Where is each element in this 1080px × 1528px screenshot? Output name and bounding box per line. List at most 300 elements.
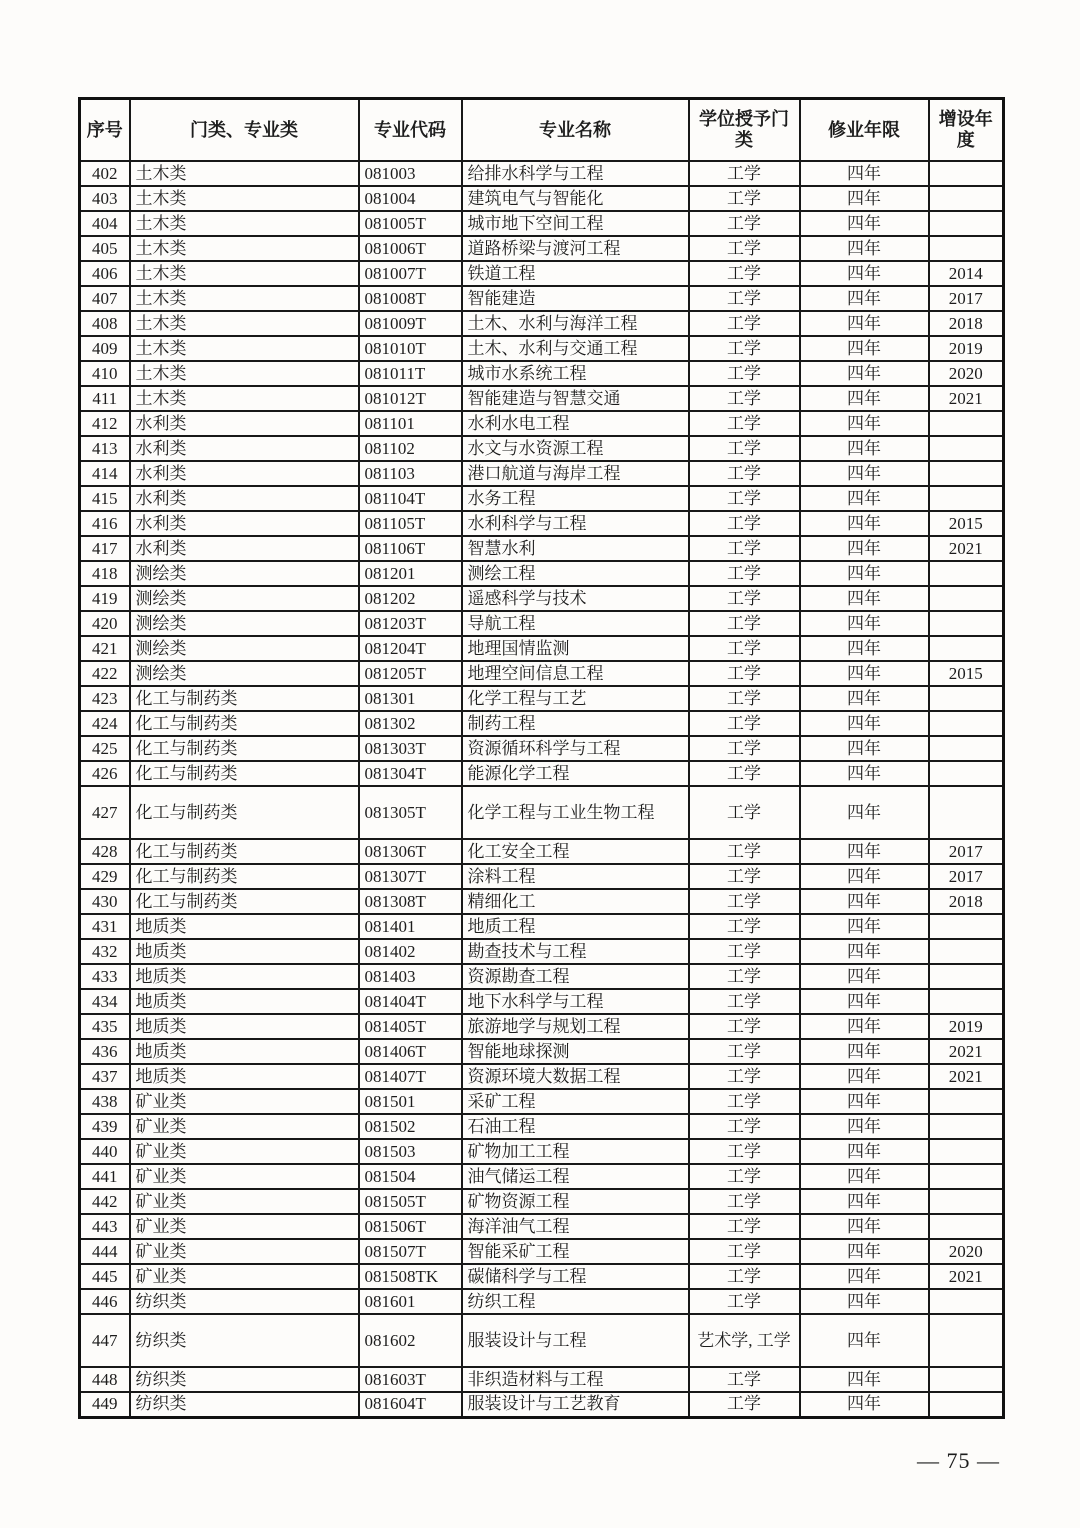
- cell-code: 081602: [359, 1314, 462, 1367]
- cell-category: 矿业类: [130, 1214, 359, 1239]
- cell-index: 443: [80, 1214, 130, 1239]
- cell-category: 水利类: [130, 461, 359, 486]
- cell-index: 406: [80, 261, 130, 286]
- cell-code: 081404T: [359, 989, 462, 1014]
- table-row: [80, 261, 1004, 286]
- cell-index: 415: [80, 486, 130, 511]
- table-row: [80, 536, 1004, 561]
- cell-code: 081105T: [359, 511, 462, 536]
- cell-degree: 工学: [689, 736, 800, 761]
- cell-index: 413: [80, 436, 130, 461]
- cell-degree: 工学: [689, 161, 800, 186]
- cell-year-added: 2021: [929, 1264, 1004, 1289]
- cell-name: 勘查技术与工程: [462, 939, 689, 964]
- cell-duration: 四年: [800, 864, 929, 889]
- cell-category: 化工与制药类: [130, 686, 359, 711]
- cell-year-added: [929, 736, 1004, 761]
- cell-name: 精细化工: [462, 889, 689, 914]
- cell-year-added: [929, 1139, 1004, 1164]
- cell-index: 411: [80, 386, 130, 411]
- cell-duration: 四年: [800, 1264, 929, 1289]
- cell-category: 土木类: [130, 161, 359, 186]
- cell-duration: 四年: [800, 989, 929, 1014]
- cell-code: 081507T: [359, 1239, 462, 1264]
- cell-code: 081008T: [359, 286, 462, 311]
- cell-year-added: 2018: [929, 889, 1004, 914]
- table-row: [80, 636, 1004, 661]
- cell-duration: 四年: [800, 761, 929, 786]
- cell-category: 矿业类: [130, 1164, 359, 1189]
- cell-degree: 工学: [689, 261, 800, 286]
- cell-name: 服装设计与工艺教育: [462, 1392, 689, 1417]
- header-duration: 修业年限: [800, 99, 929, 162]
- table-row: [80, 1039, 1004, 1064]
- cell-degree: 工学: [689, 1164, 800, 1189]
- table-row: [80, 1139, 1004, 1164]
- cell-code: 081604T: [359, 1392, 462, 1417]
- cell-name: 遥感科学与技术: [462, 586, 689, 611]
- cell-category: 地质类: [130, 989, 359, 1014]
- cell-year-added: [929, 161, 1004, 186]
- cell-name: 智慧水利: [462, 536, 689, 561]
- cell-code: 081307T: [359, 864, 462, 889]
- cell-category: 地质类: [130, 914, 359, 939]
- cell-degree: 工学: [689, 486, 800, 511]
- cell-category: 化工与制药类: [130, 786, 359, 839]
- cell-degree: 工学: [689, 1367, 800, 1392]
- cell-year-added: [929, 561, 1004, 586]
- table-row: [80, 236, 1004, 261]
- table-row: [80, 889, 1004, 914]
- cell-code: 081405T: [359, 1014, 462, 1039]
- cell-degree: 工学: [689, 1089, 800, 1114]
- cell-degree: 工学: [689, 1214, 800, 1239]
- cell-category: 矿业类: [130, 1139, 359, 1164]
- cell-index: 448: [80, 1367, 130, 1392]
- cell-duration: 四年: [800, 436, 929, 461]
- table-row: [80, 336, 1004, 361]
- cell-name: 涂料工程: [462, 864, 689, 889]
- cell-duration: 四年: [800, 286, 929, 311]
- cell-duration: 四年: [800, 536, 929, 561]
- cell-name: 导航工程: [462, 611, 689, 636]
- cell-category: 土木类: [130, 211, 359, 236]
- cell-category: 纺织类: [130, 1367, 359, 1392]
- cell-duration: 四年: [800, 336, 929, 361]
- cell-code: 081007T: [359, 261, 462, 286]
- table-row: [80, 839, 1004, 864]
- cell-year-added: [929, 1367, 1004, 1392]
- cell-degree: 工学: [689, 761, 800, 786]
- cell-year-added: [929, 1214, 1004, 1239]
- cell-category: 土木类: [130, 286, 359, 311]
- cell-code: 081403: [359, 964, 462, 989]
- cell-duration: 四年: [800, 1114, 929, 1139]
- table-row: [80, 1089, 1004, 1114]
- cell-code: 081009T: [359, 311, 462, 336]
- cell-code: 081202: [359, 586, 462, 611]
- cell-year-added: [929, 461, 1004, 486]
- cell-category: 矿业类: [130, 1239, 359, 1264]
- cell-code: 081104T: [359, 486, 462, 511]
- cell-code: 081302: [359, 711, 462, 736]
- cell-degree: 工学: [689, 839, 800, 864]
- cell-index: 405: [80, 236, 130, 261]
- cell-index: 429: [80, 864, 130, 889]
- cell-year-added: 2015: [929, 511, 1004, 536]
- cell-index: 418: [80, 561, 130, 586]
- cell-code: 081004: [359, 186, 462, 211]
- cell-year-added: 2020: [929, 361, 1004, 386]
- cell-code: 081101: [359, 411, 462, 436]
- cell-code: 081201: [359, 561, 462, 586]
- cell-code: 081304T: [359, 761, 462, 786]
- cell-category: 矿业类: [130, 1089, 359, 1114]
- table-row: [80, 864, 1004, 889]
- cell-degree: 工学: [689, 336, 800, 361]
- cell-degree: 工学: [689, 1139, 800, 1164]
- cell-degree: 工学: [689, 1014, 800, 1039]
- cell-index: 425: [80, 736, 130, 761]
- table-row: [80, 914, 1004, 939]
- cell-year-added: [929, 411, 1004, 436]
- table-row: [80, 939, 1004, 964]
- cell-degree: 工学: [689, 786, 800, 839]
- cell-code: 081301: [359, 686, 462, 711]
- cell-year-added: [929, 711, 1004, 736]
- cell-index: 421: [80, 636, 130, 661]
- cell-duration: 四年: [800, 261, 929, 286]
- table-row: [80, 586, 1004, 611]
- cell-name: 地下水科学与工程: [462, 989, 689, 1014]
- cell-degree: 工学: [689, 864, 800, 889]
- table-row: [80, 1189, 1004, 1214]
- cell-name: 旅游地学与规划工程: [462, 1014, 689, 1039]
- cell-index: 424: [80, 711, 130, 736]
- cell-index: 445: [80, 1264, 130, 1289]
- cell-category: 地质类: [130, 1039, 359, 1064]
- cell-duration: 四年: [800, 939, 929, 964]
- cell-name: 智能建造: [462, 286, 689, 311]
- cell-duration: 四年: [800, 1164, 929, 1189]
- cell-index: 417: [80, 536, 130, 561]
- cell-year-added: [929, 914, 1004, 939]
- table-row: [80, 286, 1004, 311]
- cell-duration: 四年: [800, 411, 929, 436]
- cell-category: 水利类: [130, 486, 359, 511]
- cell-index: 403: [80, 186, 130, 211]
- cell-name: 给排水科学与工程: [462, 161, 689, 186]
- cell-degree: 工学: [689, 1264, 800, 1289]
- cell-duration: 四年: [800, 561, 929, 586]
- cell-name: 制药工程: [462, 711, 689, 736]
- cell-year-added: [929, 686, 1004, 711]
- table-row: [80, 1014, 1004, 1039]
- cell-name: 采矿工程: [462, 1089, 689, 1114]
- cell-code: 081401: [359, 914, 462, 939]
- cell-code: 081505T: [359, 1189, 462, 1214]
- cell-year-added: [929, 636, 1004, 661]
- cell-year-added: [929, 1114, 1004, 1139]
- cell-name: 纺织工程: [462, 1289, 689, 1314]
- cell-duration: 四年: [800, 1064, 929, 1089]
- cell-duration: 四年: [800, 636, 929, 661]
- cell-index: 422: [80, 661, 130, 686]
- cell-duration: 四年: [800, 1214, 929, 1239]
- header-index: 序号: [80, 99, 130, 162]
- cell-name: 铁道工程: [462, 261, 689, 286]
- table-row: [80, 311, 1004, 336]
- cell-degree: 工学: [689, 361, 800, 386]
- cell-category: 化工与制药类: [130, 864, 359, 889]
- cell-name: 智能建造与智慧交通: [462, 386, 689, 411]
- cell-degree: 工学: [689, 1189, 800, 1214]
- table-row: [80, 436, 1004, 461]
- cell-code: 081102: [359, 436, 462, 461]
- cell-year-added: [929, 989, 1004, 1014]
- cell-code: 081502: [359, 1114, 462, 1139]
- table-row: [80, 361, 1004, 386]
- cell-category: 化工与制药类: [130, 761, 359, 786]
- table-row: [80, 411, 1004, 436]
- cell-degree: 工学: [689, 411, 800, 436]
- cell-duration: 四年: [800, 161, 929, 186]
- cell-code: 081306T: [359, 839, 462, 864]
- cell-index: 447: [80, 1314, 130, 1367]
- cell-index: 407: [80, 286, 130, 311]
- cell-code: 081508TK: [359, 1264, 462, 1289]
- cell-degree: 工学: [689, 611, 800, 636]
- cell-degree: 工学: [689, 914, 800, 939]
- cell-name: 水文与水资源工程: [462, 436, 689, 461]
- cell-duration: 四年: [800, 786, 929, 839]
- table-row: [80, 1064, 1004, 1089]
- cell-index: 436: [80, 1039, 130, 1064]
- cell-degree: 工学: [689, 236, 800, 261]
- cell-name: 测绘工程: [462, 561, 689, 586]
- cell-category: 土木类: [130, 261, 359, 286]
- cell-year-added: [929, 211, 1004, 236]
- cell-year-added: 2017: [929, 286, 1004, 311]
- cell-duration: 四年: [800, 686, 929, 711]
- cell-degree: 工学: [689, 939, 800, 964]
- cell-code: 081006T: [359, 236, 462, 261]
- cell-index: 431: [80, 914, 130, 939]
- cell-code: 081103: [359, 461, 462, 486]
- cell-duration: 四年: [800, 1139, 929, 1164]
- cell-category: 化工与制药类: [130, 736, 359, 761]
- cell-code: 081601: [359, 1289, 462, 1314]
- cell-name: 资源勘查工程: [462, 964, 689, 989]
- cell-duration: 四年: [800, 1039, 929, 1064]
- cell-code: 081406T: [359, 1039, 462, 1064]
- table-row: [80, 686, 1004, 711]
- cell-code: 081501: [359, 1089, 462, 1114]
- cell-name: 地理国情监测: [462, 636, 689, 661]
- table-row: [80, 511, 1004, 536]
- cell-year-added: [929, 1289, 1004, 1314]
- header-name: 专业名称: [462, 99, 689, 162]
- cell-category: 土木类: [130, 236, 359, 261]
- cell-name: 化学工程与工艺: [462, 686, 689, 711]
- cell-index: 427: [80, 786, 130, 839]
- cell-year-added: 2017: [929, 864, 1004, 889]
- cell-name: 水务工程: [462, 486, 689, 511]
- cell-name: 海洋油气工程: [462, 1214, 689, 1239]
- cell-code: 081305T: [359, 786, 462, 839]
- cell-category: 地质类: [130, 1064, 359, 1089]
- cell-duration: 四年: [800, 736, 929, 761]
- header-year-added: 增设年度: [929, 99, 1004, 162]
- cell-year-added: 2017: [929, 839, 1004, 864]
- table-row: [80, 1367, 1004, 1392]
- cell-code: 081308T: [359, 889, 462, 914]
- cell-year-added: [929, 236, 1004, 261]
- cell-code: 081203T: [359, 611, 462, 636]
- cell-year-added: [929, 1189, 1004, 1214]
- table-row: [80, 1314, 1004, 1367]
- cell-category: 水利类: [130, 536, 359, 561]
- cell-degree: 工学: [689, 964, 800, 989]
- cell-index: 442: [80, 1189, 130, 1214]
- cell-name: 资源环境大数据工程: [462, 1064, 689, 1089]
- cell-index: 444: [80, 1239, 130, 1264]
- table-header: [80, 99, 1004, 162]
- table-row: [80, 211, 1004, 236]
- cell-code: 081010T: [359, 336, 462, 361]
- cell-name: 水利科学与工程: [462, 511, 689, 536]
- cell-name: 土木、水利与海洋工程: [462, 311, 689, 336]
- table-row: [80, 964, 1004, 989]
- cell-duration: 四年: [800, 186, 929, 211]
- cell-degree: 工学: [689, 386, 800, 411]
- cell-category: 测绘类: [130, 611, 359, 636]
- cell-degree: 艺术学, 工学: [689, 1314, 800, 1367]
- cell-category: 土木类: [130, 336, 359, 361]
- cell-category: 土木类: [130, 311, 359, 336]
- table-row: [80, 186, 1004, 211]
- cell-degree: 工学: [689, 1039, 800, 1064]
- cell-degree: 工学: [689, 536, 800, 561]
- cell-year-added: [929, 486, 1004, 511]
- cell-degree: 工学: [689, 211, 800, 236]
- cell-name: 资源循环科学与工程: [462, 736, 689, 761]
- table-row: [80, 1214, 1004, 1239]
- cell-degree: 工学: [689, 186, 800, 211]
- cell-index: 432: [80, 939, 130, 964]
- cell-category: 纺织类: [130, 1289, 359, 1314]
- cell-index: 435: [80, 1014, 130, 1039]
- cell-category: 测绘类: [130, 586, 359, 611]
- cell-degree: 工学: [689, 989, 800, 1014]
- table-row: [80, 736, 1004, 761]
- cell-year-added: 2021: [929, 1064, 1004, 1089]
- cell-name: 碳储科学与工程: [462, 1264, 689, 1289]
- cell-degree: 工学: [689, 636, 800, 661]
- cell-index: 439: [80, 1114, 130, 1139]
- cell-index: 446: [80, 1289, 130, 1314]
- cell-index: 423: [80, 686, 130, 711]
- cell-degree: 工学: [689, 586, 800, 611]
- cell-year-added: [929, 436, 1004, 461]
- cell-degree: 工学: [689, 1289, 800, 1314]
- cell-code: 081603T: [359, 1367, 462, 1392]
- cell-name: 油气储运工程: [462, 1164, 689, 1189]
- cell-category: 水利类: [130, 411, 359, 436]
- cell-degree: 工学: [689, 1064, 800, 1089]
- table-row: [80, 761, 1004, 786]
- cell-duration: 四年: [800, 1089, 929, 1114]
- cell-year-added: 2021: [929, 536, 1004, 561]
- cell-degree: 工学: [689, 711, 800, 736]
- header-row: [80, 99, 1004, 162]
- table-row: [80, 1114, 1004, 1139]
- cell-degree: 工学: [689, 436, 800, 461]
- cell-code: 081003: [359, 161, 462, 186]
- cell-category: 地质类: [130, 1014, 359, 1039]
- cell-duration: 四年: [800, 386, 929, 411]
- cell-duration: 四年: [800, 661, 929, 686]
- cell-category: 纺织类: [130, 1314, 359, 1367]
- cell-name: 化学工程与工业生物工程: [462, 786, 689, 839]
- cell-code: 081503: [359, 1139, 462, 1164]
- table-row: [80, 711, 1004, 736]
- cell-year-added: 2020: [929, 1239, 1004, 1264]
- cell-name: 地理空间信息工程: [462, 661, 689, 686]
- cell-duration: 四年: [800, 586, 929, 611]
- cell-degree: 工学: [689, 511, 800, 536]
- cell-category: 化工与制药类: [130, 889, 359, 914]
- cell-index: 433: [80, 964, 130, 989]
- cell-index: 440: [80, 1139, 130, 1164]
- header-code: 专业代码: [359, 99, 462, 162]
- cell-code: 081407T: [359, 1064, 462, 1089]
- header-category: 门类、专业类: [130, 99, 359, 162]
- cell-name: 城市水系统工程: [462, 361, 689, 386]
- cell-category: 测绘类: [130, 561, 359, 586]
- cell-year-added: [929, 1089, 1004, 1114]
- cell-duration: 四年: [800, 486, 929, 511]
- table-row: [80, 486, 1004, 511]
- cell-degree: 工学: [689, 889, 800, 914]
- table-row: [80, 786, 1004, 839]
- cell-name: 能源化学工程: [462, 761, 689, 786]
- cell-index: 414: [80, 461, 130, 486]
- cell-year-added: [929, 786, 1004, 839]
- cell-duration: 四年: [800, 964, 929, 989]
- majors-table: [78, 97, 1005, 1419]
- cell-year-added: [929, 1164, 1004, 1189]
- cell-code: 081106T: [359, 536, 462, 561]
- cell-code: 081402: [359, 939, 462, 964]
- cell-name: 港口航道与海岸工程: [462, 461, 689, 486]
- cell-year-added: 2021: [929, 386, 1004, 411]
- cell-index: 408: [80, 311, 130, 336]
- cell-index: 402: [80, 161, 130, 186]
- cell-duration: 四年: [800, 461, 929, 486]
- cell-degree: 工学: [689, 311, 800, 336]
- cell-index: 404: [80, 211, 130, 236]
- cell-degree: 工学: [689, 686, 800, 711]
- cell-year-added: [929, 964, 1004, 989]
- cell-index: 437: [80, 1064, 130, 1089]
- cell-name: 智能地球探测: [462, 1039, 689, 1064]
- cell-degree: 工学: [689, 461, 800, 486]
- cell-name: 矿物资源工程: [462, 1189, 689, 1214]
- cell-year-added: [929, 611, 1004, 636]
- cell-code: 081005T: [359, 211, 462, 236]
- cell-degree: 工学: [689, 1239, 800, 1264]
